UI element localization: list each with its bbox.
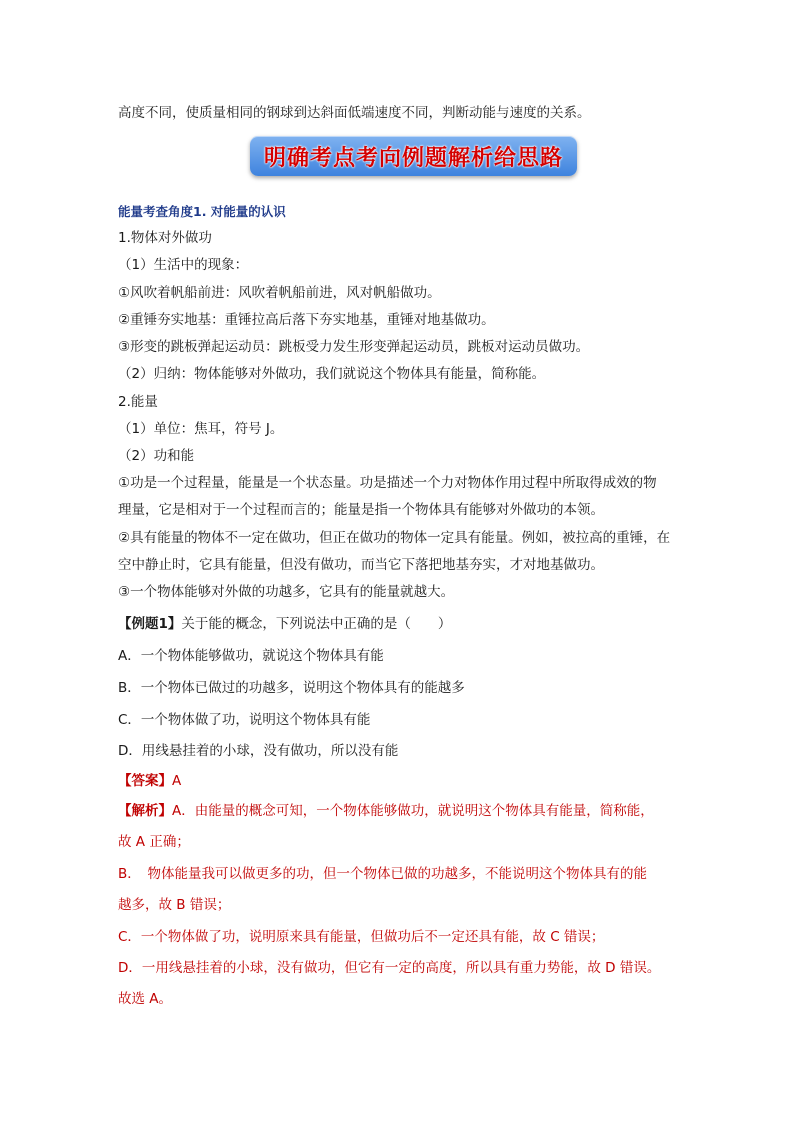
body-line: （1）单位：焦耳，符号 J。 [118,421,284,437]
answer-line [118,772,181,790]
analysis-line: 故选 A。 [118,991,173,1007]
body-line: 理量，它是相对于一个过程而言的；能量是指一个物体具有能够对外做功的本领。 [118,502,604,518]
example-label: 【例题1】 [118,616,182,632]
section-banner [250,136,577,176]
analysis-line: D．一用线悬挂着的小球，没有做功，但它有一定的高度，所以具有重力势能，故 D 错误。 [118,960,661,976]
analysis-first: A．由能量的概念可知，一个物体能够做功，就说明这个物体具有能量，简称能， [172,803,654,819]
body-line: 空中静止时，它具有能量，但没有做功，而当它下落把地基夯实，才对地基做功。 [118,557,604,573]
option-b: B．一个物体已做过的功越多，说明这个物体具有的能越多 [118,680,465,696]
body-line: （2）功和能 [118,448,195,464]
option-c: C．一个物体做了功，说明这个物体具有能 [118,712,371,728]
analysis-line: B． 物体能量我可以做更多的功，但一个物体已做的功越多，不能说明这个物体具有的能 [118,866,648,882]
intro-line: 高度不同，使质量相同的钢球到达斜面低端速度不同，判断动能与速度的关系。 [118,105,591,121]
body-line: 2.能量 [118,394,158,410]
body-line: ②具有能量的物体不一定在做功，但正在做功的物体一定具有能量。例如，被拉高的重锤，在 [118,530,671,546]
body-line: ③形变的跳板弹起运动员：跳板受力发生形变弹起运动员，跳板对运动员做功。 [118,339,590,355]
analysis-line: 故 A 正确； [118,834,190,850]
answer-value: A [172,773,182,789]
section-title: 能量考查角度1. 对能量的认识 [118,204,286,219]
body-line: （2）归纳：物体能够对外做功，我们就说这个物体具有能量，简称能。 [118,366,546,382]
analysis-label: 【解析】 [118,803,172,819]
body-line: ②重锤夯实地基：重锤拉高后落下夯实地基，重锤对地基做功。 [118,312,495,328]
example-question-text: 关于能的概念，下列说法中正确的是（ ） [181,616,452,632]
analysis-line [118,802,654,820]
body-line: ①风吹着帆船前进：风吹着帆船前进，风对帆船做功。 [118,285,441,301]
analysis-line: 越多，故 B 错误； [118,897,231,913]
body-line: ③一个物体能够对外做的功越多，它具有的能量就越大。 [118,584,455,600]
example-question [118,615,451,633]
option-a: A．一个物体能够做功，就说这个物体具有能 [118,648,384,664]
body-line: 1.物体对外做功 [118,230,212,246]
analysis-line: C．一个物体做了功，说明原来具有能量，但做功后不一定还具有能，故 C 错误； [118,929,605,945]
body-line: ①功是一个过程量，能量是一个状态量。功是描述一个力对物体作用过程中所取得成效的物 [118,475,657,491]
answer-label: 【答案】 [118,773,172,789]
option-d: D．用线悬挂着的小球，没有做功，所以没有能 [118,743,399,759]
banner-title: 明确考点考向例题解析给思路 [263,145,563,171]
body-line: （1）生活中的现象： [118,257,249,273]
